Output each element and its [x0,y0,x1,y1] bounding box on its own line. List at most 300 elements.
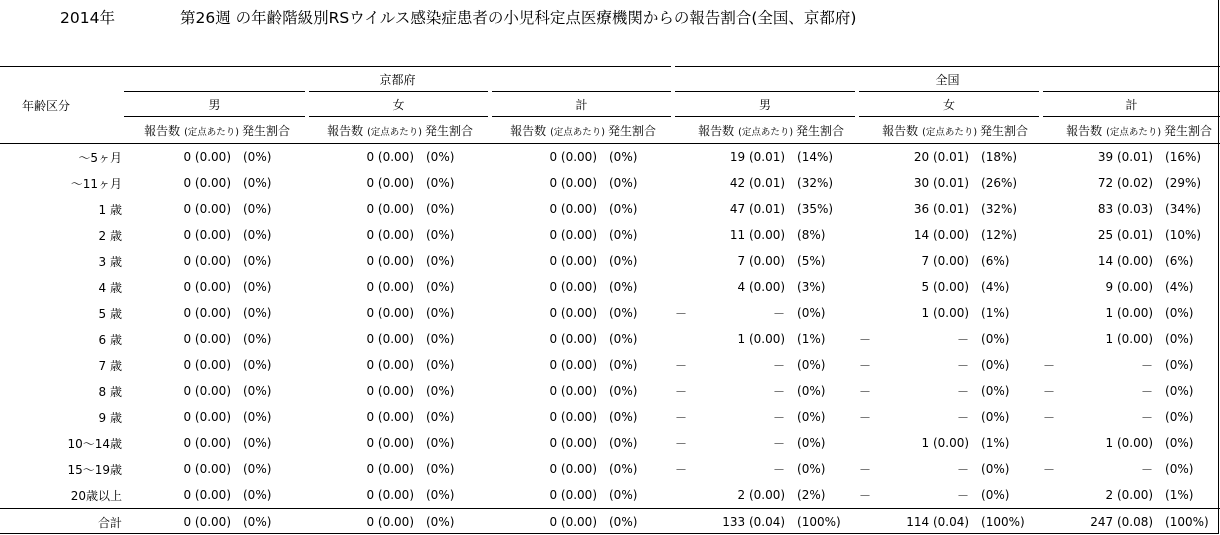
kyoto-count-cell: 0 (0.00) [549,488,597,502]
national-marker-cell [673,144,687,171]
national-marker-cell: － [859,462,872,477]
national-marker-cell [1041,170,1055,196]
kyoto-ratio-cell: (0%) [243,280,272,294]
spacer-cell [124,170,134,196]
table-row [0,326,1220,352]
national-count-cell: 7 (0.00) [921,254,970,268]
national-count-cell: － [773,384,786,399]
national-marker-cell [1041,248,1055,274]
national-count-cell: － [773,410,786,425]
per-sentinel-label: (定点あたり) [922,126,978,138]
spacer-cell [307,248,317,274]
kyoto-count-cell: 0 (0.00) [183,384,231,398]
national-marker-cell [857,430,871,456]
kyoto-ratio-cell: (0%) [243,306,272,320]
spacer-cell [307,430,317,456]
ratio-header: 発生割合 [422,117,490,144]
national-count-cell: － [957,332,970,347]
national-count-cell: 1 (0.00) [1105,306,1154,320]
report-count-label: 報告数 [1066,123,1103,138]
national-ratio-cell: (0%) [797,384,826,398]
kyoto-ratio-cell: (0%) [609,150,638,164]
national-marker-cell [1041,196,1055,222]
spacer-cell [490,326,500,352]
kyoto-count-cell: 0 (0.00) [183,280,231,294]
national-marker-cell [857,248,871,274]
total-row [0,509,1220,535]
national-count-cell: 1 (0.00) [737,332,786,346]
region-national-header: 全国 [673,67,1220,92]
table-row [0,404,1220,430]
per-sentinel-label: (定点あたり) [184,126,239,138]
age-cell: 5 歳 [98,306,122,321]
kyoto-ratio-cell: (0%) [243,228,272,242]
national-marker-cell [857,222,871,248]
national-ratio-cell: (1%) [981,436,1010,450]
kyoto-count-cell: 0 (0.00) [183,202,231,216]
national-marker-cell [1041,326,1055,352]
national-count-cell: 14 (0.00) [1097,254,1154,268]
spacer-cell [124,248,134,274]
age-cell: ～11ヶ月 [70,176,122,191]
national-ratio-cell: (0%) [1165,332,1194,346]
kyoto-ratio-cell: (0%) [426,488,455,502]
national-ratio-cell: (18%) [981,150,1018,164]
kyoto-ratio-cell: (0%) [609,384,638,398]
kyoto-count-cell: 0 (0.00) [500,509,605,535]
kyoto-count-cell: 0 (0.00) [366,254,414,268]
national-ratio-cell: (35%) [797,202,834,216]
national-count-cell: 36 (0.01) [913,202,970,216]
kyoto-ratio-cell: (0%) [609,202,638,216]
spacer-cell [307,404,317,430]
national-marker-cell [673,248,687,274]
national-marker-cell: － [859,384,872,399]
national-marker-cell [673,274,687,300]
kyoto-count-cell: 0 (0.00) [549,436,597,450]
sex-header-national: 計 [1041,92,1220,117]
spacer-cell [307,170,317,196]
kyoto-ratio-cell: (0%) [426,202,455,216]
age-cell: ～5ヶ月 [78,150,122,165]
kyoto-ratio-cell: (0%) [426,280,455,294]
national-ratio-cell: (0%) [1165,306,1194,320]
national-ratio-cell: (0%) [797,410,826,424]
table-row [0,274,1220,300]
sex-header-kyoto: 男 [124,92,307,117]
kyoto-ratio-cell: (0%) [243,488,272,502]
national-marker-cell [1041,482,1055,509]
national-count-cell: 72 (0.02) [1097,176,1154,190]
kyoto-count-cell: 0 (0.00) [366,280,414,294]
national-count-cell: 47 (0.01) [729,202,786,216]
national-ratio-cell: (12%) [981,228,1018,242]
age-cell: 20歳以上 [70,488,122,503]
kyoto-count-cell: 0 (0.00) [183,150,231,164]
spacer-cell [490,456,500,482]
national-marker-cell [673,222,687,248]
kyoto-ratio-cell: (0%) [243,202,272,216]
national-marker-cell [1041,300,1055,326]
spacer-cell [124,144,134,171]
header-spacer [490,117,500,144]
national-ratio-cell: (0%) [1165,436,1194,450]
kyoto-ratio-cell: (0%) [609,306,638,320]
spacer-cell [490,430,500,456]
national-count-cell: 247 (0.08) [1055,509,1161,535]
kyoto-count-cell: 0 (0.00) [183,306,231,320]
national-ratio-cell: (0%) [797,436,826,450]
national-count-cell: 1 (0.00) [1105,332,1154,346]
kyoto-count-cell: 0 (0.00) [183,176,231,190]
spacer-cell [490,248,500,274]
kyoto-ratio-cell: (0%) [243,332,272,346]
kyoto-ratio-cell: (0%) [426,150,455,164]
kyoto-count-cell: 0 (0.00) [549,332,597,346]
age-cell: 8 歳 [98,384,122,399]
spacer-cell [490,196,500,222]
national-ratio-cell: (100%) [977,509,1041,535]
year-label: 2014年 [60,9,115,27]
title-row [0,6,1220,30]
age-cell: 7 歳 [98,358,122,373]
header-spacer [857,117,871,144]
kyoto-ratio-cell: (0%) [605,509,673,535]
kyoto-count-cell: 0 (0.00) [549,462,597,476]
spacer-cell [490,144,500,171]
report-count-label: 報告数 [510,123,547,138]
spacer-cell [307,326,317,352]
national-marker-cell [857,300,871,326]
age-cell: 1 歳 [98,202,122,217]
report-count-label: 報告数 [882,123,919,138]
national-marker-cell: － [859,488,872,503]
national-count-cell: 1 (0.00) [1105,436,1154,450]
kyoto-count-cell: 0 (0.00) [366,202,414,216]
age-cell: 10～14歳 [67,436,122,451]
national-count-cell: 11 (0.00) [729,228,786,242]
national-marker-cell [673,482,687,509]
table-row [0,430,1220,456]
kyoto-ratio-cell: (0%) [609,280,638,294]
national-ratio-cell: (0%) [1165,358,1194,372]
kyoto-ratio-cell: (0%) [426,462,455,476]
kyoto-ratio-cell: (0%) [426,176,455,190]
spacer-cell [124,482,134,509]
spacer-cell [490,222,500,248]
age-cell: 合計 [0,509,124,535]
national-ratio-cell: (0%) [797,358,826,372]
national-count-cell: 114 (0.04) [871,509,977,535]
spacer-cell [124,456,134,482]
spacer-cell [124,274,134,300]
national-marker-cell: － [859,332,872,347]
kyoto-count-cell: 0 (0.00) [366,436,414,450]
kyoto-count-cell: 0 (0.00) [183,410,231,424]
national-ratio-cell: (0%) [1165,384,1194,398]
national-count-cell: 133 (0.04) [687,509,793,535]
ratio-header: 発生割合 [793,117,857,144]
report-count-header [134,117,239,144]
national-count-cell: 1 (0.00) [921,436,970,450]
national-count-cell: － [1141,410,1154,425]
kyoto-ratio-cell: (0%) [609,462,638,476]
national-marker-cell [1041,222,1055,248]
kyoto-count-cell: 0 (0.00) [366,488,414,502]
report-count-header [687,117,793,144]
table-row [0,300,1220,326]
kyoto-ratio-cell: (0%) [239,509,307,535]
report-count-header [500,117,605,144]
national-marker-cell [1041,509,1055,535]
spacer-cell [124,404,134,430]
national-count-cell: － [957,358,970,373]
national-count-cell: 83 (0.03) [1097,202,1154,216]
ratio-header: 発生割合 [239,117,307,144]
page-title: 第26週 の年齢階級別RSウイルス感染症患者の小児科定点医療機関からの報告割合(全国、京都府) [180,9,857,27]
table-row [0,456,1220,482]
age-cell: 15～19歳 [67,462,122,477]
national-count-cell: 42 (0.01) [729,176,786,190]
kyoto-count-cell: 0 (0.00) [549,150,597,164]
national-count-cell: － [1141,358,1154,373]
national-ratio-cell: (6%) [1165,254,1194,268]
national-marker-cell: － [675,410,688,425]
spacer-cell [307,300,317,326]
national-count-cell: 19 (0.01) [729,150,786,164]
kyoto-count-cell: 0 (0.00) [366,462,414,476]
kyoto-count-cell: 0 (0.00) [549,384,597,398]
national-ratio-cell: (0%) [1165,462,1194,476]
national-marker-cell: － [675,358,688,373]
national-marker-cell: － [1043,410,1056,425]
spacer-cell [490,170,500,196]
sex-header-national: 女 [857,92,1041,117]
kyoto-ratio-cell: (0%) [243,176,272,190]
kyoto-count-cell: 0 (0.00) [183,462,231,476]
age-cell: 9 歳 [98,410,122,425]
national-count-cell: － [957,410,970,425]
national-ratio-cell: (1%) [1165,488,1194,502]
national-ratio-cell: (4%) [981,280,1010,294]
kyoto-ratio-cell: (0%) [609,436,638,450]
national-count-cell: － [1141,384,1154,399]
spacer-cell [307,274,317,300]
per-sentinel-label: (定点あたり) [1106,126,1162,138]
kyoto-ratio-cell: (0%) [426,332,455,346]
kyoto-count-cell: 0 (0.00) [183,358,231,372]
national-count-cell: － [957,384,970,399]
kyoto-count-cell: 0 (0.00) [366,228,414,242]
spacer-cell [307,144,317,171]
kyoto-count-cell: 0 (0.00) [183,436,231,450]
spacer-cell [124,352,134,378]
kyoto-ratio-cell: (0%) [243,462,272,476]
per-sentinel-label: (定点あたり) [367,126,422,138]
spacer-cell [307,222,317,248]
spacer-cell [124,326,134,352]
kyoto-ratio-cell: (0%) [243,384,272,398]
national-ratio-cell: (32%) [981,202,1018,216]
kyoto-count-cell: 0 (0.00) [549,280,597,294]
table-row [0,352,1220,378]
national-count-cell: 1 (0.00) [921,306,970,320]
kyoto-count-cell: 0 (0.00) [549,358,597,372]
national-count-cell: 25 (0.01) [1097,228,1154,242]
spacer-cell [124,300,134,326]
spacer-cell [307,352,317,378]
kyoto-count-cell: 0 (0.00) [549,176,597,190]
national-count-cell: － [773,462,786,477]
age-cell: 6 歳 [98,332,122,347]
spacer-cell [124,378,134,404]
national-ratio-cell: (2%) [797,488,826,502]
national-marker-cell [857,196,871,222]
national-marker-cell [1041,274,1055,300]
spacer-cell [124,196,134,222]
national-count-cell: 9 (0.00) [1105,280,1154,294]
national-marker-cell: － [1043,462,1056,477]
national-ratio-cell: (16%) [1165,150,1202,164]
kyoto-ratio-cell: (0%) [426,358,455,372]
national-count-cell: 2 (0.00) [1105,488,1154,502]
ratio-header: 発生割合 [1161,117,1220,144]
national-marker-cell: － [859,410,872,425]
spacer-cell [490,482,500,509]
report-count-label: 報告数 [144,123,181,138]
national-marker-cell: － [675,384,688,399]
header-spacer [1041,117,1055,144]
kyoto-ratio-cell: (0%) [426,254,455,268]
national-ratio-cell: (0%) [1165,410,1194,424]
kyoto-ratio-cell: (0%) [422,509,490,535]
kyoto-ratio-cell: (0%) [243,410,272,424]
spacer-cell [307,456,317,482]
national-count-cell: 5 (0.00) [921,280,970,294]
national-ratio-cell: (100%) [793,509,857,535]
national-ratio-cell: (100%) [1161,509,1220,535]
kyoto-ratio-cell: (0%) [426,384,455,398]
national-marker-cell [857,170,871,196]
national-marker-cell [673,509,687,535]
national-count-cell: 20 (0.01) [913,150,970,164]
national-count-cell: 7 (0.00) [737,254,786,268]
spacer-cell [124,430,134,456]
region-kyoto-header: 京都府 [124,67,673,92]
report-count-label: 報告数 [327,123,364,138]
spacer-cell [490,274,500,300]
national-ratio-cell: (10%) [1165,228,1202,242]
spacer-cell [307,509,317,535]
header-spacer [673,117,687,144]
age-cell: 4 歳 [98,280,122,295]
national-ratio-cell: (0%) [981,410,1010,424]
sex-header-kyoto: 女 [307,92,490,117]
national-marker-cell: － [859,358,872,373]
spacer-cell [307,196,317,222]
spacer-cell [307,482,317,509]
national-ratio-cell: (34%) [1165,202,1202,216]
spacer-cell [307,378,317,404]
kyoto-ratio-cell: (0%) [426,436,455,450]
national-marker-cell: － [675,306,688,321]
national-ratio-cell: (0%) [981,332,1010,346]
national-marker-cell: － [675,462,688,477]
national-ratio-cell: (26%) [981,176,1018,190]
kyoto-ratio-cell: (0%) [243,358,272,372]
kyoto-count-cell: 0 (0.00) [366,176,414,190]
kyoto-ratio-cell: (0%) [609,332,638,346]
kyoto-count-cell: 0 (0.00) [134,509,239,535]
national-count-cell: 4 (0.00) [737,280,786,294]
kyoto-ratio-cell: (0%) [243,150,272,164]
per-sentinel-label: (定点あたり) [550,126,605,138]
spacer-cell [124,222,134,248]
kyoto-count-cell: 0 (0.00) [549,202,597,216]
kyoto-count-cell: 0 (0.00) [317,509,422,535]
national-count-cell: 2 (0.00) [737,488,786,502]
kyoto-ratio-cell: (0%) [426,228,455,242]
report-count-label: 報告数 [698,123,735,138]
sex-header-kyoto: 計 [490,92,673,117]
kyoto-ratio-cell: (0%) [243,436,272,450]
kyoto-count-cell: 0 (0.00) [549,306,597,320]
table-row [0,144,1220,171]
kyoto-count-cell: 0 (0.00) [366,332,414,346]
national-count-cell: － [773,436,786,451]
kyoto-count-cell: 0 (0.00) [183,332,231,346]
national-marker-cell [673,170,687,196]
spacer-cell [490,509,500,535]
sex-header-national: 男 [673,92,857,117]
national-ratio-cell: (29%) [1165,176,1202,190]
national-ratio-cell: (8%) [797,228,826,242]
ratio-header: 発生割合 [977,117,1041,144]
kyoto-ratio-cell: (0%) [243,254,272,268]
national-marker-cell [1041,430,1055,456]
report-count-header [871,117,977,144]
kyoto-count-cell: 0 (0.00) [549,228,597,242]
spacer-cell [124,509,134,535]
kyoto-count-cell: 0 (0.00) [183,488,231,502]
national-ratio-cell: (4%) [1165,280,1194,294]
national-marker-cell [857,509,871,535]
table-row [0,170,1220,196]
national-ratio-cell: (0%) [981,384,1010,398]
table-row [0,196,1220,222]
ratio-header: 発生割合 [605,117,673,144]
kyoto-count-cell: 0 (0.00) [366,306,414,320]
national-ratio-cell: (0%) [797,462,826,476]
kyoto-ratio-cell: (0%) [609,358,638,372]
national-ratio-cell: (0%) [981,462,1010,476]
kyoto-count-cell: 0 (0.00) [183,254,231,268]
kyoto-ratio-cell: (0%) [609,254,638,268]
kyoto-ratio-cell: (0%) [609,410,638,424]
kyoto-count-cell: 0 (0.00) [366,384,414,398]
national-count-cell: － [957,488,970,503]
kyoto-count-cell: 0 (0.00) [549,254,597,268]
national-marker-cell: － [1043,358,1056,373]
national-ratio-cell: (5%) [797,254,826,268]
spacer-cell [490,352,500,378]
header-spacer [307,117,317,144]
kyoto-count-cell: 0 (0.00) [366,358,414,372]
kyoto-ratio-cell: (0%) [609,176,638,190]
national-ratio-cell: (0%) [981,488,1010,502]
per-sentinel-label: (定点あたり) [738,126,794,138]
table-row [0,222,1220,248]
